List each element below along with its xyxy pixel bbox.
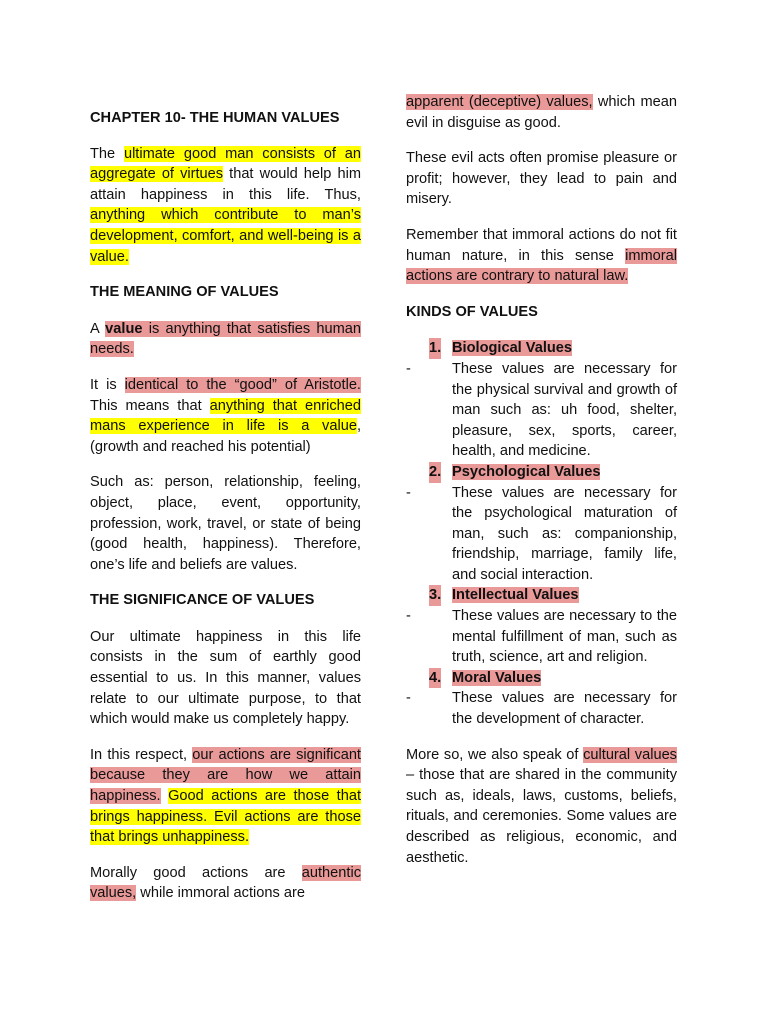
such-as-paragraph: Such as: person, relationship, feeling, object, place, event, opportunity, profession, work, travel, or state of being (good health, happiness). Therefore, one’s life and beliefs are values. <box>90 474 361 573</box>
evil-acts-paragraph: These evil acts often promise pleasure or profit; however, they lead to pain and misery. <box>406 150 677 208</box>
list-number: 2. <box>429 462 441 483</box>
dash-bullet: - <box>406 690 411 707</box>
kind-title: Psychological Values <box>452 463 601 480</box>
kind-title: Intellectual Values <box>452 587 579 604</box>
highlight-red: immoral actions are contrary to natural law. <box>406 247 677 285</box>
kind-desc-intellectual: - These values are necessary to the mental fulfillment of man, such as truth, science, art and religion. <box>406 608 677 666</box>
intro-paragraph: The ultimate good man consists of an aggregate of virtues that would help him attain happiness in this life. Thus, anything which contribute to man’s development, comfort, and well-being is a value. <box>90 145 361 265</box>
left-column <box>90 108 361 904</box>
list-number: 1. <box>429 338 441 359</box>
significance-heading: THE SIGNIFICANCE OF VALUES <box>90 592 315 609</box>
kind-title-biological <box>406 338 677 359</box>
highlight-yellow: anything which contribute to man’s development, comfort, and well-being is a value. <box>90 207 361 265</box>
dash-bullet: - <box>406 608 411 625</box>
highlight-red: identical to the “good” of Aristotle. <box>124 376 361 393</box>
kind-title: Moral Values <box>452 669 542 686</box>
kind-desc-biological: - These values are necessary for the physical survival and growth of man such as: uh food, shelter, pleasure, sex, sports, career, health, and medicine. <box>406 360 677 460</box>
kind-title-moral <box>406 668 677 689</box>
apparent-paragraph: apparent (deceptive) values, which mean evil in disguise as good. <box>406 94 677 131</box>
aristotle-paragraph: It is identical to the “good” of Aristotle. This means that anything that enriched mans experience in life is a value, (growth and reached his potential) <box>90 376 362 455</box>
right-column <box>406 92 677 868</box>
kind-desc-psychological: - These values are necessary for the psychological maturation of man, such as: companionship, friendship, marriage, family life, and social interaction. <box>406 484 677 583</box>
highlight-red: our actions are significant because they are how we attain happiness. <box>90 746 361 805</box>
highlight-red: value is anything that satisfies human needs. <box>90 320 361 358</box>
significance-paragraph: Our ultimate happiness in this life consists in the sum of earthly good essential to us. In this manner, values relate to our ultimate purpose, to that which would make us completely happy. <box>90 628 361 728</box>
highlight-yellow: anything that enriched mans experience in life is a value <box>90 397 362 435</box>
meaning-heading: THE MEANING OF VALUES <box>90 284 279 301</box>
dash-bullet: - <box>406 484 411 501</box>
highlight-red: apparent (deceptive) values, <box>406 94 593 110</box>
list-number: 3. <box>429 585 441 606</box>
dash-bullet: - <box>406 360 411 377</box>
list-number: 4. <box>429 668 441 689</box>
kinds-heading: KINDS OF VALUES <box>406 303 538 320</box>
kinds-list <box>406 338 677 729</box>
cultural-paragraph: More so, we also speak of cultural values – those that are shared in the community such as, ideals, laws, customs, beliefs, rituals, and ceremonies. Some values are described as religious, economic, and aesthetic. <box>406 746 677 866</box>
kind-title-psychological <box>406 462 677 483</box>
chapter-title: CHAPTER 10- THE HUMAN VALUES <box>90 110 340 126</box>
highlight-red: authentic values, <box>90 864 361 902</box>
highlight-yellow: ultimate good man consists of an aggregate of virtues <box>90 145 361 183</box>
highlight-red: cultural values <box>583 746 677 763</box>
kind-title-intellectual <box>406 585 677 606</box>
remember-paragraph: Remember that immoral actions do not fit human nature, in this sense immoral actions are contrary to natural law. <box>406 226 677 285</box>
morally-paragraph: Morally good actions are authentic values, while immoral actions are <box>90 864 361 902</box>
meaning-paragraph: A value is anything that satisfies human needs. <box>90 320 361 358</box>
kind-desc-moral: - These values are necessary for the development of character. <box>406 690 677 728</box>
kind-title: Biological Values <box>452 340 573 357</box>
respect-paragraph: In this respect, our actions are significant because they are how we attain happiness. Good actions are those that brings happiness. Evil actions are those that brings unhappiness. <box>90 746 361 846</box>
highlight-yellow: Good actions are those that brings happiness. Evil actions are those that brings unhappiness. <box>90 788 361 846</box>
